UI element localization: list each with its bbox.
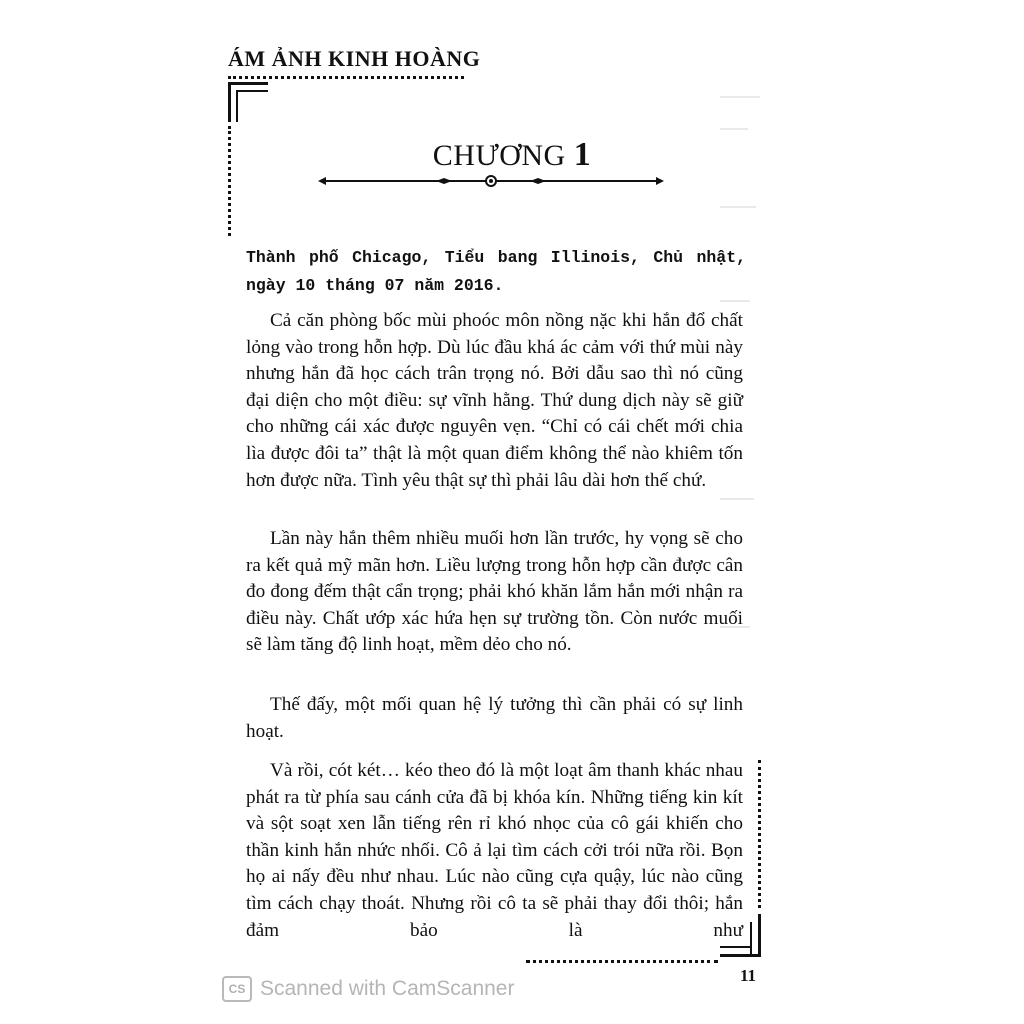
corner-frame-bottom-right-vertical (758, 914, 761, 956)
footer-dotted-rule (526, 960, 718, 963)
scanner-watermark (222, 974, 514, 1004)
corner-frame-top-left-vertical (228, 82, 231, 122)
bleed-through-mark (720, 300, 750, 302)
corner-frame-top-left-vertical-inner (236, 90, 238, 122)
body-paragraph: Cả căn phòng bốc mùi phoóc môn nồng nặc khi hắn đổ chất lỏng vào trong hỗn hợp. Dù lúc đầu khá ác cảm với thứ mùi này nhưng hắn đã học cách trân trọng nó. Bởi dẫu sao thì nó cũng đại diện cho một điều: sự vĩnh hằng. Thứ dung dịch này sẽ giữ cho những cái xác được nguyên vẹn. “Chỉ có cái chết mới chia lìa được đôi ta” thật là một quan điểm không thể nào khiêm tốn hơn được nữa. Tình yêu thật sự thì phải lâu dài hơn thế chứ. (246, 310, 743, 491)
corner-frame-bottom-right-vertical-inner (750, 922, 752, 954)
dateline: Thành phố Chicago, Tiểu bang Illinois, Chủ nhật, ngày 10 tháng 07 năm 2016. (246, 248, 746, 295)
right-dotted-rule (758, 760, 761, 908)
corner-frame-bottom-right-inner (720, 946, 752, 948)
page-number: 11 (740, 966, 757, 985)
camscanner-logo-icon: CS (222, 976, 252, 1002)
corner-frame-bottom-right (720, 954, 761, 957)
chapter-number: 1 (573, 136, 592, 173)
body-paragraph: Thế đấy, một mối quan hệ lý tưởng thì cần phải có sự linh hoạt. (246, 694, 743, 742)
bleed-through-mark (720, 96, 760, 98)
body-paragraph: Và rồi, cót két… kéo theo đó là một loạt âm thanh khác nhau phát ra từ phía sau cánh cửa đã bị khóa kín. Những tiếng kin kít và sột soạt xen lẫn tiếng rên rỉ khó nhọc của cô gái khiến cho thần kinh hắn nhức nhối. Cô ả lại tìm cách cởi trói nữa rồi. Bọn họ ai nấy đều như nhau. Lúc nào cũng cựa quậy, lúc nào cũng tìm cách chạy thoát. Nhưng rồi cô ta sẽ phải thay đổi thôi; hắn đảm bảo là như (246, 760, 743, 941)
bleed-through-mark (720, 128, 748, 130)
bleed-through-mark (720, 498, 754, 500)
watermark-text: Scanned with CamScanner (260, 977, 515, 1000)
chapter-label: CHƯƠNG (432, 139, 566, 172)
bleed-through-mark (720, 206, 756, 208)
decorative-divider-icon (316, 170, 666, 192)
running-header: ÁM ẢNH KINH HOÀNG (228, 46, 481, 71)
header-dotted-rule (228, 76, 464, 79)
corner-frame-top-left (228, 82, 268, 85)
chapter-heading (0, 136, 1024, 174)
body-paragraph: Lần này hắn thêm nhiều muối hơn lần trước, hy vọng sẽ cho ra kết quả mỹ mãn hơn. Liều lượng trong hỗn hợp cần được cân đo đong đếm thật cẩn trọng; phải khó khăn lắm hắn mới nhận ra điều này. Chất ướp xác hứa hẹn sự trường tồn. Còn nước muối sẽ làm tăng độ linh hoạt, mềm dẻo cho nó. (246, 528, 743, 656)
corner-frame-top-left-inner (236, 90, 268, 92)
